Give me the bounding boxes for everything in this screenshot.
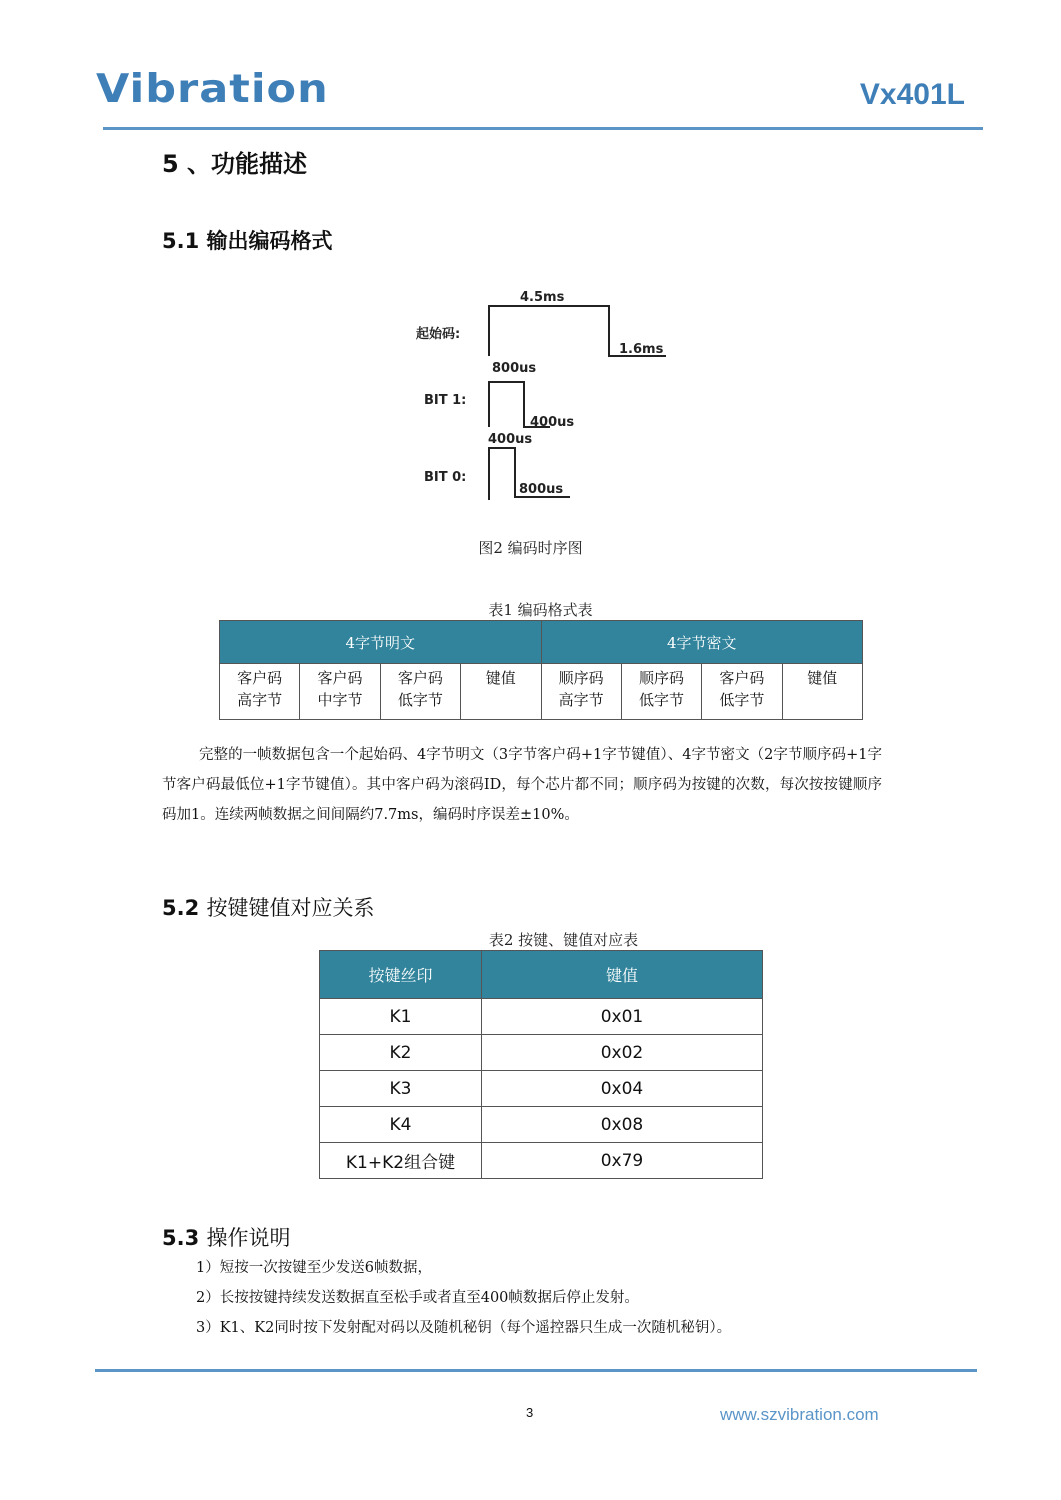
section-5-1-title: 输出编码格式 (206, 229, 333, 253)
table-row (220, 664, 863, 720)
key-value-table (319, 950, 763, 1179)
table2-caption: 表2 按键、键值对应表 (488, 931, 639, 949)
table-row (320, 1143, 763, 1179)
key-value: 0x02 (482, 1035, 763, 1071)
key-value-header: 键值 (482, 951, 763, 999)
section-5-1-heading (162, 225, 333, 255)
key-value: 0x04 (482, 1071, 763, 1107)
operation-list (196, 1253, 731, 1343)
key-label: K3 (320, 1071, 482, 1107)
bit1-high-duration: 800us (492, 361, 537, 376)
ciphertext-group-header: 4字节密文 (541, 621, 863, 664)
key-label: K1 (320, 999, 482, 1035)
bit1-low-duration: 400us (530, 415, 575, 430)
section-5-3-title: 操作说明 (206, 1226, 291, 1250)
key-label: K4 (320, 1107, 482, 1143)
figure-caption: 图2 编码时序图 (478, 539, 583, 557)
table-cell: 键值 (461, 664, 541, 720)
frame-description-paragraph: 完整的一帧数据包含一个起始码、4字节明文（3字节客户码+1字节键值）、4字节密文（2字节顺序码+1字节客户码最低位+1字节键值）。其中客户码为滚码ID，每个芯片都不同；顺序码为按键的次数，每次按按键顺序码加1。连续两帧数据之间间隔约7.7ms，编码时序误差±10%。 (162, 747, 882, 823)
key-value: 0x01 (482, 999, 763, 1035)
start-high-duration: 4.5ms (520, 290, 565, 305)
key-label: K1+K2组合键 (320, 1143, 482, 1179)
footer-rule (95, 1369, 977, 1372)
list-item: 1）短按一次按键至少发送6帧数据， (196, 1260, 432, 1276)
table-cell: 顺序码 低字节 (621, 664, 701, 720)
section-5-3-heading (162, 1222, 291, 1252)
header-rule (103, 127, 983, 130)
section-5-2-title: 按键键值对应关系 (206, 896, 375, 920)
model-number: Vx401L (859, 78, 965, 111)
timing-diagram (400, 282, 700, 507)
table-cell: 客户码 中字节 (300, 664, 380, 720)
key-label: K2 (320, 1035, 482, 1071)
website-link[interactable]: www.szvibration.com (720, 1405, 879, 1424)
bit0-low-duration: 800us (519, 482, 564, 497)
bit0-label: BIT 0: (424, 470, 467, 485)
table-row (320, 1035, 763, 1071)
start-code-label: 起始码: (416, 327, 461, 342)
section-5-2-number: 5.2 (162, 896, 200, 920)
key-value: 0x79 (482, 1143, 763, 1179)
section-5-2-heading (162, 892, 375, 922)
table-row (320, 999, 763, 1035)
list-item: 2）长按按键持续发送数据直至松手或者直至400帧数据后停止发射。 (196, 1290, 639, 1306)
table-row (320, 1071, 763, 1107)
bit0-high-duration: 400us (488, 432, 533, 447)
section-5-1-number: 5.1 (162, 229, 200, 253)
plaintext-group-header: 4字节明文 (220, 621, 542, 664)
section-5-title: 5 、功能描述 (162, 150, 308, 178)
table-cell: 客户码 低字节 (380, 664, 460, 720)
table-cell: 客户码 低字节 (702, 664, 782, 720)
table-cell: 顺序码 高字节 (541, 664, 621, 720)
section-5-3-number: 5.3 (162, 1226, 200, 1250)
page-number: 3 (526, 1405, 534, 1420)
table-cell: 客户码 高字节 (220, 664, 300, 720)
list-item: 3）K1、K2同时按下发射配对码以及随机秘钥（每个遥控器只生成一次随机秘钥）。 (196, 1320, 732, 1336)
brand-logo: Vibration (96, 66, 329, 112)
key-label-header: 按键丝印 (320, 951, 482, 999)
encoding-format-table (219, 620, 863, 720)
table-row (320, 1107, 763, 1143)
bit1-label: BIT 1: (424, 393, 467, 408)
start-low-duration: 1.6ms (619, 342, 664, 357)
table1-caption: 表1 编码格式表 (488, 601, 593, 619)
key-value: 0x08 (482, 1107, 763, 1143)
table-cell: 键值 (782, 664, 862, 720)
